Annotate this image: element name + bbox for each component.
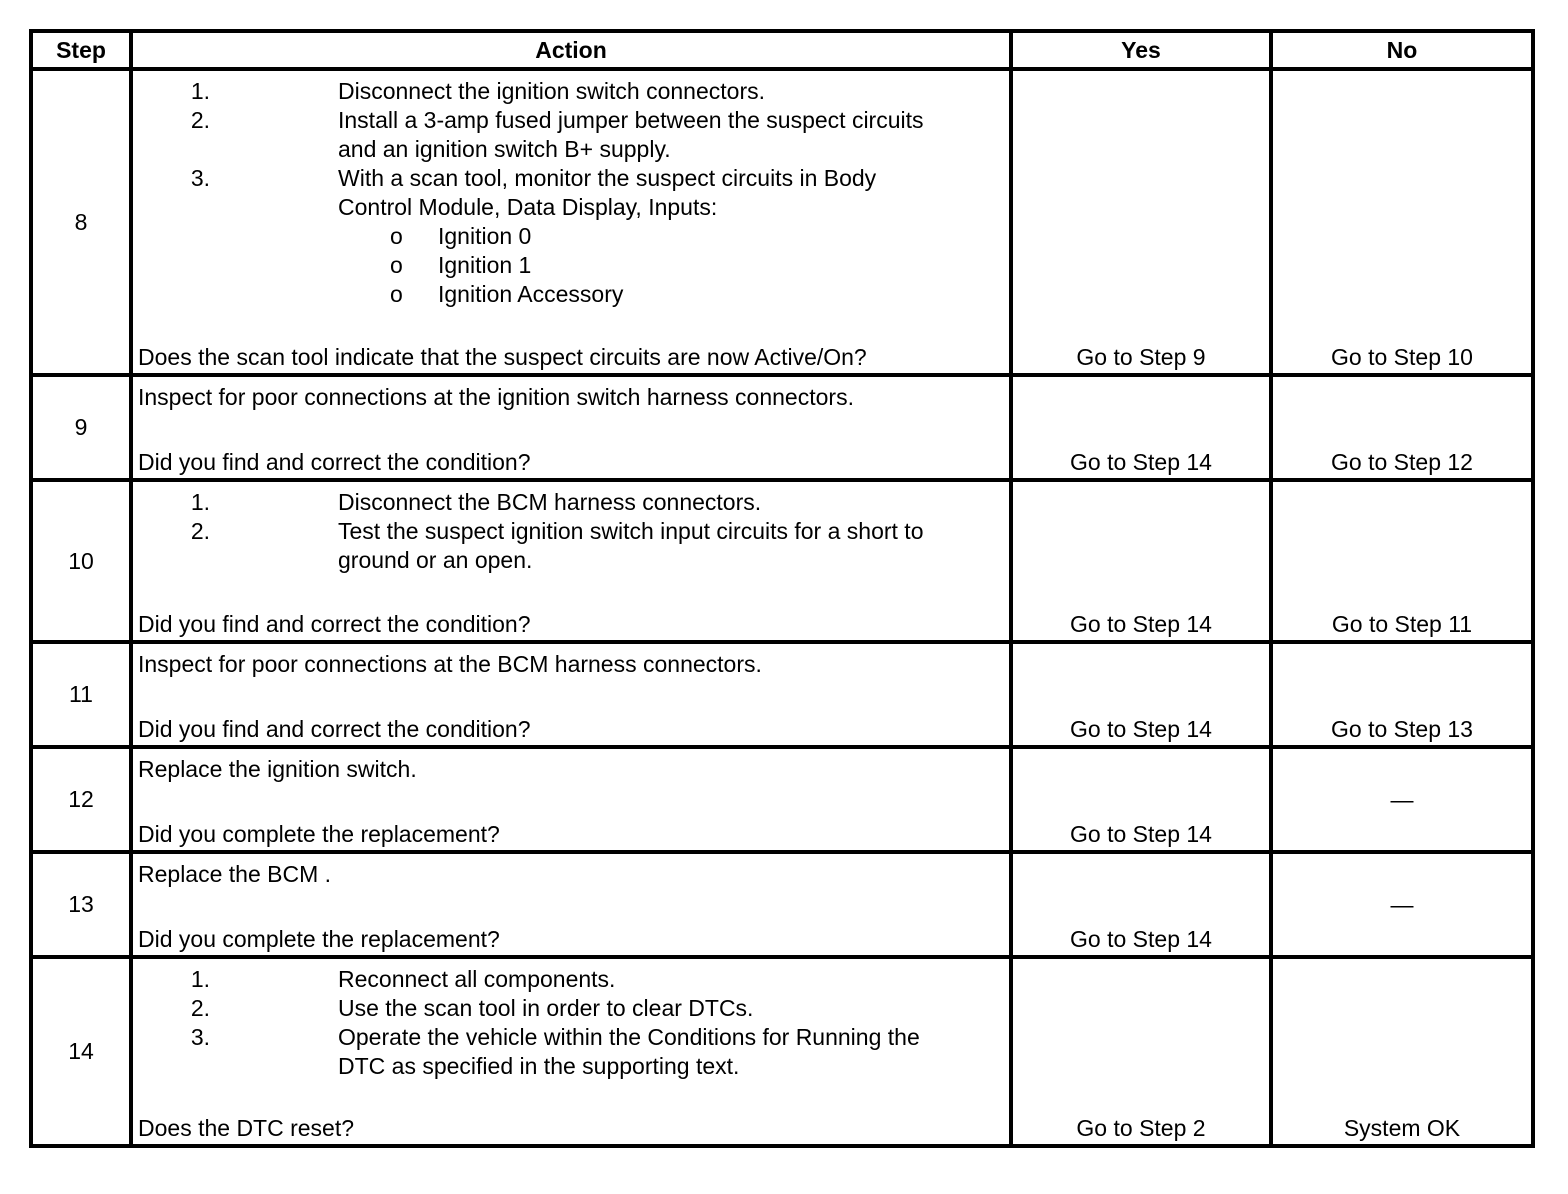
yes-answer: Go to Step 14 (1070, 716, 1212, 742)
item-number: 1. (190, 78, 210, 104)
item-text: With a scan tool, monitor the suspect circuits in Body Control Module, Data Display, Inputs: (338, 165, 877, 220)
bullet: o (390, 281, 403, 307)
no-cell (1271, 957, 1533, 1146)
sub-list-item (338, 251, 919, 280)
diagnostic-table (29, 29, 1535, 1148)
table-row (31, 480, 1533, 642)
question-text: Did you find and correct the condition? (138, 449, 531, 475)
question-text: Did you complete the replacement? (138, 926, 500, 952)
yes-cell (1011, 852, 1271, 957)
action-cell (131, 69, 1011, 375)
sub-item-text: Ignition 1 (438, 252, 532, 278)
item-number: 2. (190, 107, 210, 133)
action-cell (131, 480, 1011, 642)
table-row (31, 375, 1533, 480)
sub-list (338, 222, 919, 309)
question-text: Does the DTC reset? (138, 1115, 355, 1141)
item-text: Disconnect the BCM harness connectors. (338, 489, 762, 515)
sub-list-item (338, 222, 919, 251)
action-cell (131, 957, 1011, 1146)
list-item (133, 965, 999, 994)
list-item (133, 517, 999, 575)
item-number: 2. (190, 995, 210, 1021)
no-cell (1271, 747, 1533, 852)
item-text: Disconnect the ignition switch connectors. (338, 78, 765, 104)
header-step: Step (31, 31, 131, 69)
item-text: Use the scan tool in order to clear DTCs. (338, 995, 754, 1021)
no-answer: Go to Step 11 (1331, 611, 1473, 637)
header-row (31, 31, 1533, 69)
list-item (133, 488, 999, 517)
action-cell (131, 375, 1011, 480)
yes-answer: Go to Step 14 (1070, 926, 1212, 952)
action-text: Inspect for poor connections at the ignition switch harness connectors. (138, 384, 854, 410)
yes-cell (1011, 69, 1271, 375)
no-answer: Go to Step 10 (1331, 344, 1473, 370)
yes-cell (1011, 375, 1271, 480)
question-text: Did you complete the replacement? (138, 821, 500, 847)
question-text: Did you find and correct the condition? (138, 716, 531, 742)
item-text: Reconnect all components. (338, 966, 616, 992)
action-list (133, 488, 999, 575)
no-cell (1271, 69, 1533, 375)
item-text: Test the suspect ignition switch input circuits for a short to ground or an open. (338, 518, 924, 573)
yes-cell (1011, 747, 1271, 852)
action-text: Inspect for poor connections at the BCM harness connectors. (138, 651, 762, 677)
item-text: Operate the vehicle within the Conditions for Running the DTC as specified in the supporting text. (338, 1024, 920, 1079)
table-row (31, 747, 1533, 852)
table-row (31, 852, 1533, 957)
yes-answer: Go to Step 2 (1076, 1115, 1206, 1141)
item-number: 3. (190, 165, 210, 191)
action-text: Replace the ignition switch. (138, 756, 417, 782)
no-cell (1271, 852, 1533, 957)
item-number: 1. (190, 489, 210, 515)
no-answer: — (1390, 891, 1414, 917)
no-answer: Go to Step 13 (1331, 716, 1473, 742)
list-item (133, 106, 999, 164)
action-text: Replace the BCM . (138, 861, 332, 887)
question-text: Did you find and correct the condition? (138, 611, 531, 637)
yes-answer: Go to Step 14 (1070, 821, 1212, 847)
list-item (133, 164, 999, 309)
action-list (133, 965, 999, 1081)
action-list (133, 77, 999, 309)
no-answer: System OK (1343, 1115, 1461, 1141)
header-yes: Yes (1011, 31, 1271, 69)
action-cell (131, 642, 1011, 747)
list-item (133, 1023, 999, 1081)
action-cell (131, 852, 1011, 957)
step-number: 13 (31, 852, 131, 957)
question-text: Does the scan tool indicate that the suspect circuits are now Active/On? (138, 344, 867, 370)
sub-item-text: Ignition Accessory (438, 281, 624, 307)
header-no: No (1271, 31, 1533, 69)
yes-cell (1011, 957, 1271, 1146)
yes-answer: Go to Step 14 (1070, 611, 1212, 637)
yes-cell (1011, 642, 1271, 747)
step-number: 14 (31, 957, 131, 1146)
sub-item-text: Ignition 0 (438, 223, 532, 249)
list-item (133, 994, 999, 1023)
no-cell (1271, 642, 1533, 747)
yes-answer: Go to Step 9 (1076, 344, 1206, 370)
no-answer: — (1390, 786, 1414, 812)
bullet: o (390, 223, 403, 249)
table-row (31, 957, 1533, 1146)
step-number: 12 (31, 747, 131, 852)
table-row (31, 69, 1533, 375)
item-number: 1. (190, 966, 210, 992)
item-number: 2. (190, 518, 210, 544)
item-number: 3. (190, 1024, 210, 1050)
step-number: 10 (31, 480, 131, 642)
step-number: 8 (31, 69, 131, 375)
yes-cell (1011, 480, 1271, 642)
no-answer: Go to Step 12 (1331, 449, 1473, 475)
action-cell (131, 747, 1011, 852)
list-item (133, 77, 999, 106)
step-number: 9 (31, 375, 131, 480)
table-row (31, 642, 1533, 747)
no-cell (1271, 375, 1533, 480)
item-text: Install a 3-amp fused jumper between the suspect circuits and an ignition switch B+ supply. (338, 107, 924, 162)
no-cell (1271, 480, 1533, 642)
step-number: 11 (31, 642, 131, 747)
sub-list-item (338, 280, 919, 309)
bullet: o (390, 252, 403, 278)
header-action: Action (131, 31, 1011, 69)
yes-answer: Go to Step 14 (1070, 449, 1212, 475)
